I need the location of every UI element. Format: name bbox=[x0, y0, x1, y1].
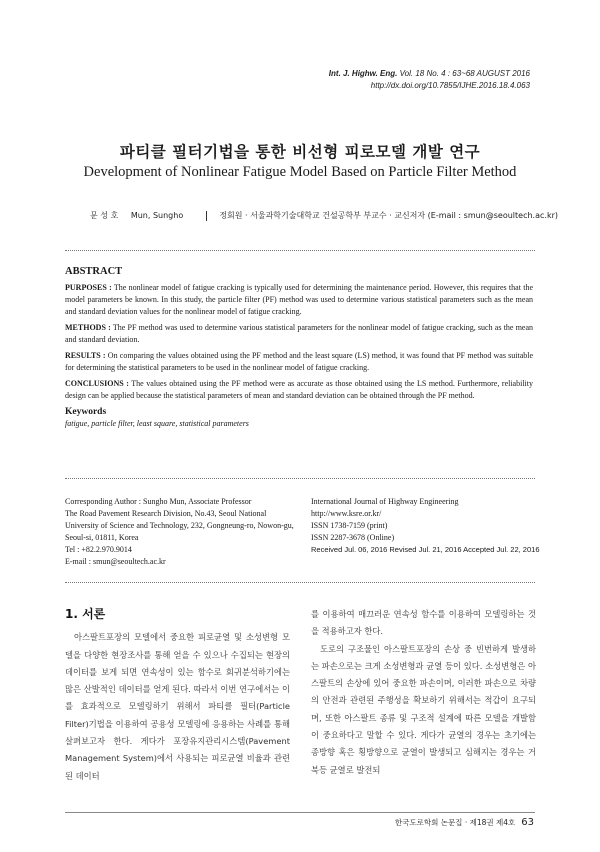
page-footer bbox=[395, 817, 534, 828]
corresponding-author bbox=[65, 496, 295, 568]
corr-line: Tel : +82.2.970.9014 bbox=[65, 545, 132, 554]
body-right-column bbox=[311, 606, 536, 779]
title-english: Development of Nonlinear Fatigue Model Based on Particle Filter Method bbox=[83, 164, 517, 180]
journal-info-line: ISSN 2287-3678 (Online) bbox=[311, 533, 395, 542]
corr-line: University of Science and Technology, 232, Gongneung-ro, Nowon-gu, bbox=[65, 521, 294, 530]
body-paragraph: 를 이용하여 매끄러운 연속성 함수를 이용하여 모델링하는 것을 적용하고자 한다. bbox=[311, 609, 536, 637]
corr-line: Corresponding Author : Sungho Mun, Associate Professor bbox=[65, 497, 252, 506]
footer-journal: 한국도로학회 논문집 · 제18권 제4호 bbox=[394, 818, 516, 827]
abstract bbox=[65, 266, 533, 430]
divider bbox=[65, 478, 535, 479]
keywords: fatigue, particle filter, least square, statistical parameters bbox=[65, 419, 249, 428]
author-affiliation: 정회원 · 서울과학기술대학교 건설공학부 부교수 · 교신저자 (E-mail : smun@seoultech.ac.kr) bbox=[219, 211, 558, 220]
abstract-heading: ABSTRACT bbox=[65, 266, 123, 277]
methods-text: The PF method was used to determine various statistical parameters for the nonlinear model of fatigue cracking, such as the mean and standard deviation. bbox=[65, 323, 534, 344]
purposes-text: The nonlinear model of fatigue cracking is typically used for determining the maintenance period. However, this requires that the model parameters be known. In this study, the particle filter (PF) method was used to determine various statistical parameters such as the mean and standard deviation values for the nonlinear model of fatigue cracking. bbox=[65, 283, 533, 316]
methods-label: METHODS : bbox=[65, 323, 111, 332]
corr-email[interactable]: E-mail : smun@seoultech.ac.kr bbox=[65, 557, 166, 566]
journal-header bbox=[329, 68, 530, 92]
journal-info bbox=[311, 496, 541, 556]
journal-info-line: ISSN 1738-7159 (print) bbox=[311, 521, 388, 530]
journal-info-line: International Journal of Highway Engineering bbox=[311, 497, 459, 506]
divider bbox=[65, 582, 535, 583]
body-paragraph: 아스팔트포장의 모델에서 중요한 피로균열 및 소성변형 모델을 다양한 현장조사를 통해 얻을 수 있으나 수집되는 현장의 데이터를 보게 되면 연속성이 있는 함수로 회귀분석하기에는 많은 산발적인 데이터를 얻게 된다. 따라서 이번 연구에서는 이를 효과적으로 모델링하기 위해서 파티클 필터(Particle Filter)기법을 이용하여 공용성 모델링에 응용하는 사례를 통해 살펴보고자 한다. 게다가 포장유지관리시스템(Pavement Management System)에서 사용되는 피로균열 비율과 관련된 데이터 bbox=[65, 632, 290, 781]
footer-rule bbox=[65, 812, 535, 813]
title-korean: 파티클 필터기법을 통한 비선형 피로모델 개발 연구 bbox=[119, 143, 481, 161]
author-name-en: Mun, Sungho bbox=[130, 211, 184, 220]
conclusions-label: CONCLUSIONS : bbox=[65, 379, 129, 388]
abstract-conclusions bbox=[65, 378, 533, 402]
citation: Vol. 18 No. 4 : 63~68 AUGUST 2016 bbox=[399, 69, 530, 78]
journal-name: Int. J. Highw. Eng. bbox=[328, 69, 398, 78]
corr-line: Seoul-si, 01811, Korea bbox=[65, 533, 139, 542]
corr-line: The Road Pavement Research Division, No.43, Seoul National bbox=[65, 509, 267, 518]
page-number: 63 bbox=[521, 817, 534, 828]
abstract-purposes bbox=[65, 282, 533, 318]
section-heading: 1. 서론 bbox=[65, 607, 106, 621]
abstract-results bbox=[65, 350, 533, 374]
divider bbox=[65, 250, 535, 251]
doi-link[interactable]: http://dx.doi.org/10.7855/IJHE.2016.18.4.063 bbox=[370, 81, 530, 90]
body-left-column bbox=[65, 606, 290, 785]
purposes-label: PURPOSES : bbox=[65, 283, 112, 292]
conclusions-text: The values obtained using the PF method were as accurate as those obtained using the LS method. Furthermore, reliability design can be applied because the statistical parameters of mean and standard deviation can be obtained through the PF method. bbox=[65, 379, 534, 400]
body-paragraph: 도로의 구조물인 아스팔트포장의 손상 중 빈번하게 발생하는 파손으로는 크게 소성변형과 균열 등이 있다. 소성변형은 아스팔트의 손상에 있어 중요한 파손이며, 이러한 파손으로 차량의 안전과 관련된 주행성을 확보하기 위해서는 적갑이 요구되며, 또한 아스팔트 종류 및 구조적 설계에 따른 모델을 개발함이 중요하다고 말할 수 있다. 게다가 균열의 경우는 초기에는 종방향 혹은 횡방향으로 균열이 발생되고 심해지는 경우는 거북등 균열로 발전되 bbox=[311, 643, 536, 775]
results-text: On comparing the values obtained using the PF method and the least square (LS) method, it was found that PF method was suitable for determining the statistical parameters to be used in the nonlinear model of fatigue cracking. bbox=[65, 351, 534, 372]
results-label: RESULTS : bbox=[65, 351, 106, 360]
divider bbox=[206, 211, 207, 221]
author-line bbox=[90, 210, 568, 221]
author-name-ko: 문 성 호 bbox=[90, 211, 119, 220]
received-dates: Received Jul. 06, 2016 Revised Jul. 21, 2016 Accepted Jul. 22, 2016 bbox=[311, 545, 540, 554]
abstract-methods bbox=[65, 322, 533, 346]
keywords-heading: Keywords bbox=[65, 407, 107, 417]
journal-url[interactable]: http://www.ksre.or.kr/ bbox=[311, 509, 382, 518]
